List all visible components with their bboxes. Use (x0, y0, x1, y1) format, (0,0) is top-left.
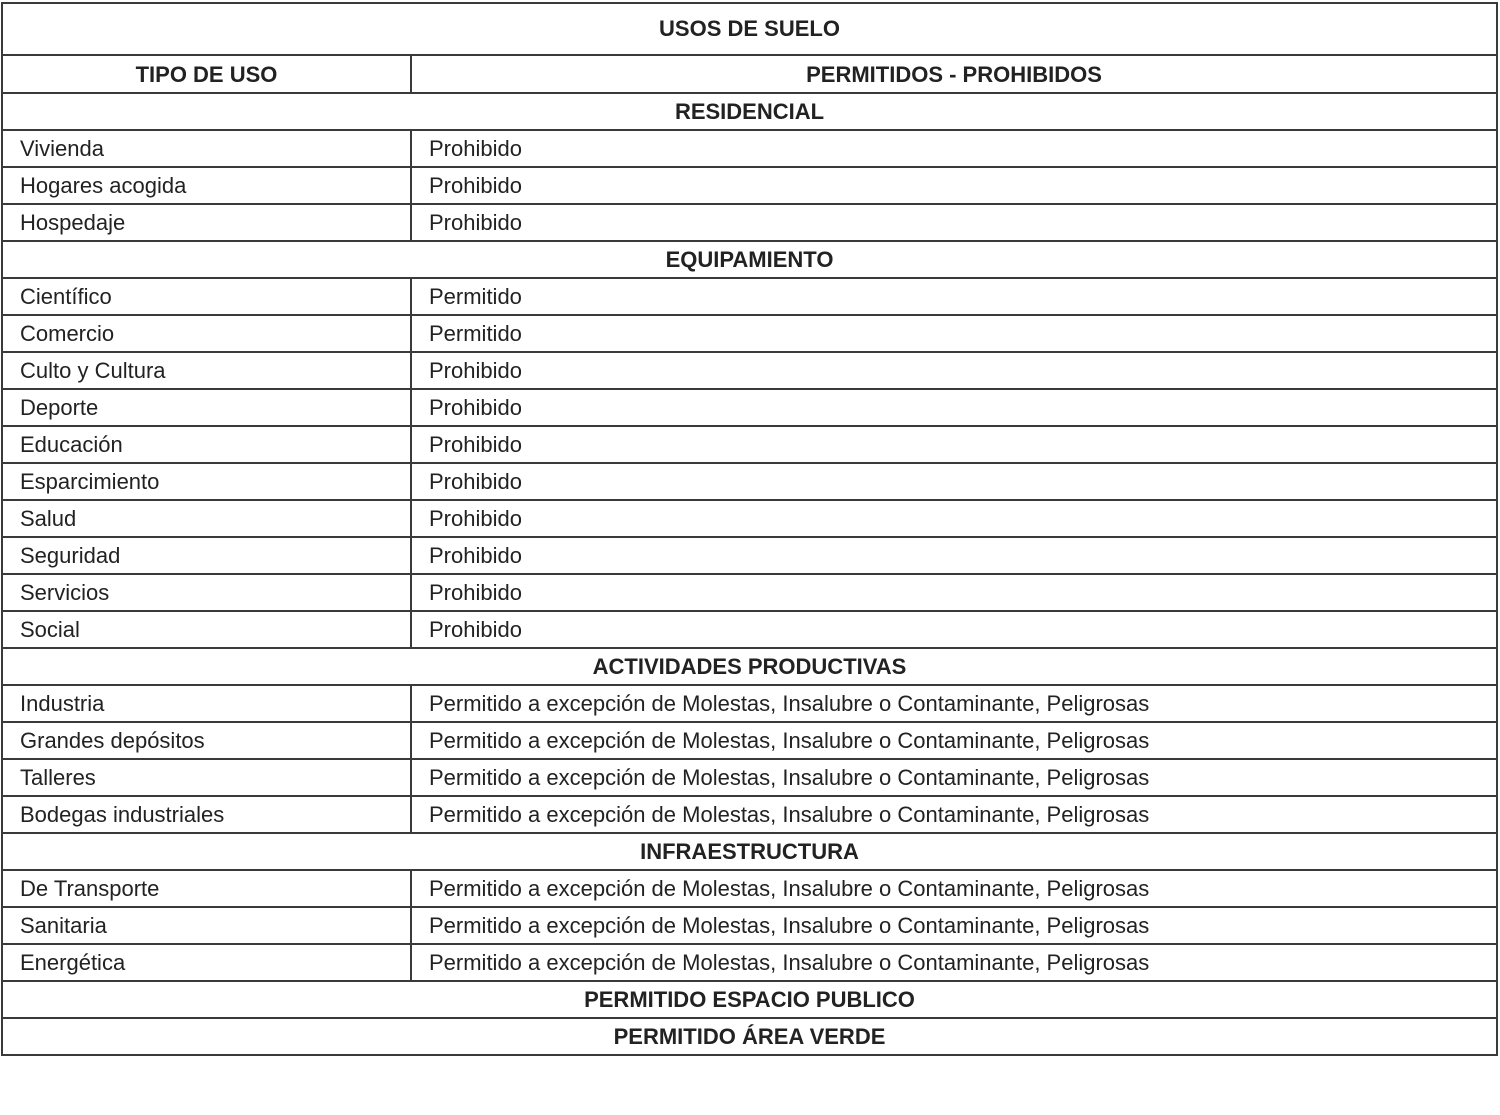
use-type-cell: Deporte (2, 389, 411, 426)
land-use-table (1, 2, 1498, 1056)
table-row (2, 130, 1497, 167)
section-heading: INFRAESTRUCTURA (2, 833, 1497, 870)
table-row (2, 907, 1497, 944)
use-type-cell: Social (2, 611, 411, 648)
use-type-cell: Industria (2, 685, 411, 722)
table-row (2, 537, 1497, 574)
table-row (2, 426, 1497, 463)
use-type-cell: Seguridad (2, 537, 411, 574)
use-type-cell: Salud (2, 500, 411, 537)
use-status-cell: Prohibido (411, 389, 1497, 426)
section-row (2, 241, 1497, 278)
use-type-cell: Bodegas industriales (2, 796, 411, 833)
section-heading: EQUIPAMIENTO (2, 241, 1497, 278)
use-status-cell: Permitido (411, 278, 1497, 315)
table-row (2, 685, 1497, 722)
use-type-cell: Vivienda (2, 130, 411, 167)
section-row (2, 833, 1497, 870)
section-heading: ACTIVIDADES PRODUCTIVAS (2, 648, 1497, 685)
use-type-cell: Grandes depósitos (2, 722, 411, 759)
table-title: USOS DE SUELO (2, 3, 1497, 55)
table-row (2, 352, 1497, 389)
use-type-cell: Educación (2, 426, 411, 463)
section-heading: PERMITIDO ESPACIO PUBLICO (2, 981, 1497, 1018)
table-row (2, 759, 1497, 796)
table-row (2, 574, 1497, 611)
use-type-cell: De Transporte (2, 870, 411, 907)
use-status-cell: Permitido a excepción de Molestas, Insalubre o Contaminante, Peligrosas (411, 759, 1497, 796)
section-row (2, 981, 1497, 1018)
use-status-cell: Prohibido (411, 167, 1497, 204)
use-status-cell: Permitido a excepción de Molestas, Insalubre o Contaminante, Peligrosas (411, 796, 1497, 833)
use-status-cell: Permitido (411, 315, 1497, 352)
table-row (2, 500, 1497, 537)
table-row (2, 611, 1497, 648)
use-type-cell: Comercio (2, 315, 411, 352)
section-row (2, 93, 1497, 130)
use-status-cell: Permitido a excepción de Molestas, Insalubre o Contaminante, Peligrosas (411, 944, 1497, 981)
use-status-cell: Prohibido (411, 463, 1497, 500)
use-status-cell: Prohibido (411, 500, 1497, 537)
use-status-cell: Permitido a excepción de Molestas, Insalubre o Contaminante, Peligrosas (411, 907, 1497, 944)
use-status-cell: Prohibido (411, 204, 1497, 241)
table-row (2, 870, 1497, 907)
use-status-cell: Prohibido (411, 426, 1497, 463)
section-row (2, 648, 1497, 685)
use-type-cell: Científico (2, 278, 411, 315)
use-status-cell: Prohibido (411, 537, 1497, 574)
use-status-cell: Prohibido (411, 130, 1497, 167)
use-type-cell: Esparcimiento (2, 463, 411, 500)
use-type-cell: Hospedaje (2, 204, 411, 241)
section-heading: PERMITIDO ÁREA VERDE (2, 1018, 1497, 1055)
table-row (2, 278, 1497, 315)
table-row (2, 167, 1497, 204)
header-type: TIPO DE USO (2, 55, 411, 93)
section-row (2, 1018, 1497, 1055)
use-type-cell: Energética (2, 944, 411, 981)
table-row (2, 204, 1497, 241)
use-type-cell: Hogares acogida (2, 167, 411, 204)
table-row (2, 315, 1497, 352)
title-row (2, 3, 1497, 55)
header-row (2, 55, 1497, 93)
use-status-cell: Prohibido (411, 574, 1497, 611)
table-row (2, 389, 1497, 426)
use-status-cell: Permitido a excepción de Molestas, Insalubre o Contaminante, Peligrosas (411, 870, 1497, 907)
use-status-cell: Prohibido (411, 611, 1497, 648)
table-row (2, 463, 1497, 500)
section-heading: RESIDENCIAL (2, 93, 1497, 130)
use-status-cell: Prohibido (411, 352, 1497, 389)
use-type-cell: Sanitaria (2, 907, 411, 944)
use-status-cell: Permitido a excepción de Molestas, Insalubre o Contaminante, Peligrosas (411, 722, 1497, 759)
table-row (2, 944, 1497, 981)
header-status: PERMITIDOS - PROHIBIDOS (411, 55, 1497, 93)
table-row (2, 796, 1497, 833)
use-type-cell: Talleres (2, 759, 411, 796)
table-row (2, 722, 1497, 759)
use-status-cell: Permitido a excepción de Molestas, Insalubre o Contaminante, Peligrosas (411, 685, 1497, 722)
use-type-cell: Servicios (2, 574, 411, 611)
use-type-cell: Culto y Cultura (2, 352, 411, 389)
